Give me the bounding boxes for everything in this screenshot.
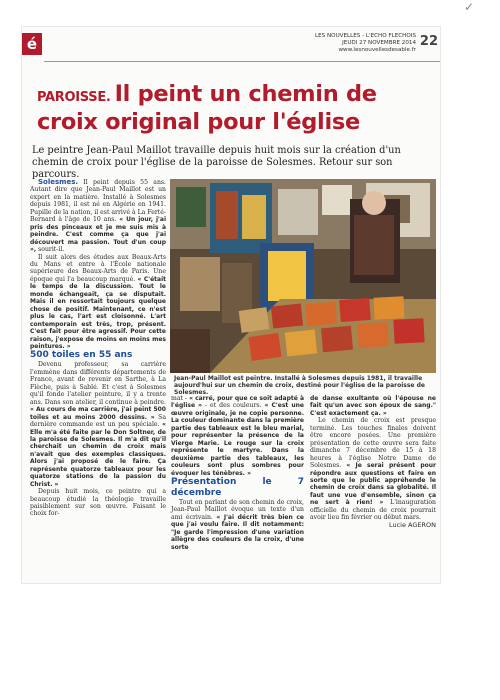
subheading: Présentation le 7 décembre bbox=[171, 476, 304, 498]
lede: Le peintre Jean-Paul Maillot travaille depuis huit mois sur la création d'un chemin de croix pour l'église de la paroisse de Solesmes. Retour sur son parcours. bbox=[32, 145, 401, 180]
paragraph-text: mat - bbox=[171, 395, 188, 402]
header-rule bbox=[44, 61, 440, 62]
paragraph-text: Sa dernière commande est un peu spéciale. bbox=[30, 413, 167, 429]
page-number: 22 bbox=[419, 34, 438, 49]
article-photo bbox=[170, 179, 436, 373]
subheading: 500 toiles en 55 ans bbox=[30, 350, 133, 361]
quote-text: « C'était le temps de la discussion. Tout le monde échangeait, ça se disputait. Mais il en ressortait toujours quelque chose de positif. Maintenant, ce n'est plus le cas, l'art est cloisonné. L'art contemporain est très, trop, présent. C'est fait pour être agressif. Pour cette raison, j'expose de moins en moins mes peintures. » bbox=[30, 275, 166, 350]
quote-text: « Au cours de ma carrière, j'ai peint 500 toiles et au moins 2000 dessins. » bbox=[30, 406, 166, 421]
quote-text: de danse exultante où l'épouse ne fait qu'un avec son époux de sang." C'est exactement ça. » bbox=[310, 395, 436, 417]
article-column-2 bbox=[171, 395, 304, 551]
quote-text: « C'est une œuvre originale, je ne copie personne. La couleur dominante dans la première partie des tableaux est le bleu marial, pour représenter la présence de la Vierge Marie. Le rouge sur la croix représente le martyre. Dans la deuxième partie des tableaux, les couleurs sont plus sombres pour évoquer les ténèbres. » bbox=[171, 402, 304, 477]
paragraph-text: Devenu professeur, sa carrière l'emmène dans différents départements de France, avant de revenir en Sarthe, à La Flèche, puis à Sablé. Et c'est à Solesmes qu'il fonde l'atelier peinture, il y a trente ans. Dans son atelier, il continue à peindre. bbox=[30, 361, 166, 406]
masthead-date: JEUDI 27 NOVEMBRE 2014 bbox=[342, 40, 416, 46]
painter-studio-image bbox=[170, 179, 436, 373]
newspaper-clipping bbox=[22, 27, 440, 583]
article-column-1 bbox=[30, 179, 166, 518]
paragraph-text: Le chemin de croix est presque terminé. Les touches finales doivent être encore posées. Une première présentation de cette œuvre sera faite dimanche 7 décembre de 15 à 18 heures à l'église Notre Dame de Solesmes. bbox=[310, 417, 436, 470]
dateline: Solesmes. bbox=[38, 178, 79, 186]
quote-text: « Elle m'a été faite par le Don Soltner, de la paroisse de Solesmes. Il m'a dit qu'il cherchait un chemin de croix mais n'avait que des exemples classiques. Alors j'ai proposé de le faire. Ça représente quatorze tableaux pour les quatorze stations de la passion du Christ. » bbox=[30, 421, 167, 488]
quote-text: « Je serai présent pour répondre aux questions et faire en sorte que le public appréhende le chemin de croix dans sa globalité. Il faut une vue d'ensemble, sinon ça ne sert à rien! » bbox=[310, 462, 436, 507]
quote-text: « carré, pour que ce soit adapté à l'église » bbox=[171, 395, 305, 410]
paragraph-text: - et des couleurs. bbox=[205, 402, 262, 410]
paragraph-text: Il suit alors des études aux Beaux-Arts du Mans et entre à l'École nationale supérieure des Beaux-Arts de Paris. Une époque qui l'a beaucoup marqué. bbox=[30, 253, 166, 283]
paragraph-text: Il peint depuis 55 ans. Autant dire que Jean-Paul Maillot est un expert en la matière. Installé à Solesmes depuis 1981, il est né en Algérie en 1941. Pupille de la nation, il est arrivé à La Ferté-Bernard à l'âge de 10 ans. bbox=[30, 179, 167, 224]
masthead bbox=[315, 33, 438, 54]
headline-kicker: PAROISSE. bbox=[37, 90, 111, 105]
quote-text: « J'ai décrit très bien ce que j'ai voulu faire. Il dit notamment: "Je garde l'impression d'une variation allègre des couleurs de la croix, d'une sorte bbox=[171, 513, 305, 551]
paragraph-text: Tout en parlant de son chemin de croix, Jean-Paul Maillot évoque un texte d'un ami écrivain. bbox=[171, 498, 304, 521]
paragraph-text: L'inauguration officielle du chemin de croix pourrait avoir lieu fin février ou début mars. bbox=[310, 499, 436, 522]
headline-title: Il peint un chemin de croix original pour l'église bbox=[37, 81, 377, 135]
byline: Lucie AGERON bbox=[388, 520, 436, 529]
paragraph-text: Depuis huit mois, ce peintre qui a beaucoup étudié la théologie travaille paisiblement sur son œuvre. Faisant le choix for- bbox=[30, 488, 166, 518]
photo-caption: Jean-Paul Maillot est peintre. Installé à Solesmes depuis 1981, il travaille aujourd'hui sur un chemin de croix, destiné pour l'église de la paroisse de Solesmes. bbox=[174, 375, 425, 397]
section-tab: é bbox=[22, 33, 42, 55]
masthead-paper-name: LES NOUVELLES - L'ECHO FLECHOIS bbox=[315, 33, 416, 39]
paragraph-text: sourit-il. bbox=[38, 246, 65, 254]
headline bbox=[37, 82, 437, 134]
article-column-3 bbox=[310, 395, 436, 529]
quote-text: « Un jour, j'ai pris des pinceaux et je me suis mis à peindre. C'est comme ça que j'ai découvert ma passion. Tout d'un coup », bbox=[30, 216, 167, 254]
pen-mark-icon: ✓ bbox=[463, 0, 474, 14]
masthead-website: www.lesnouvellesdesable.fr bbox=[338, 47, 416, 53]
